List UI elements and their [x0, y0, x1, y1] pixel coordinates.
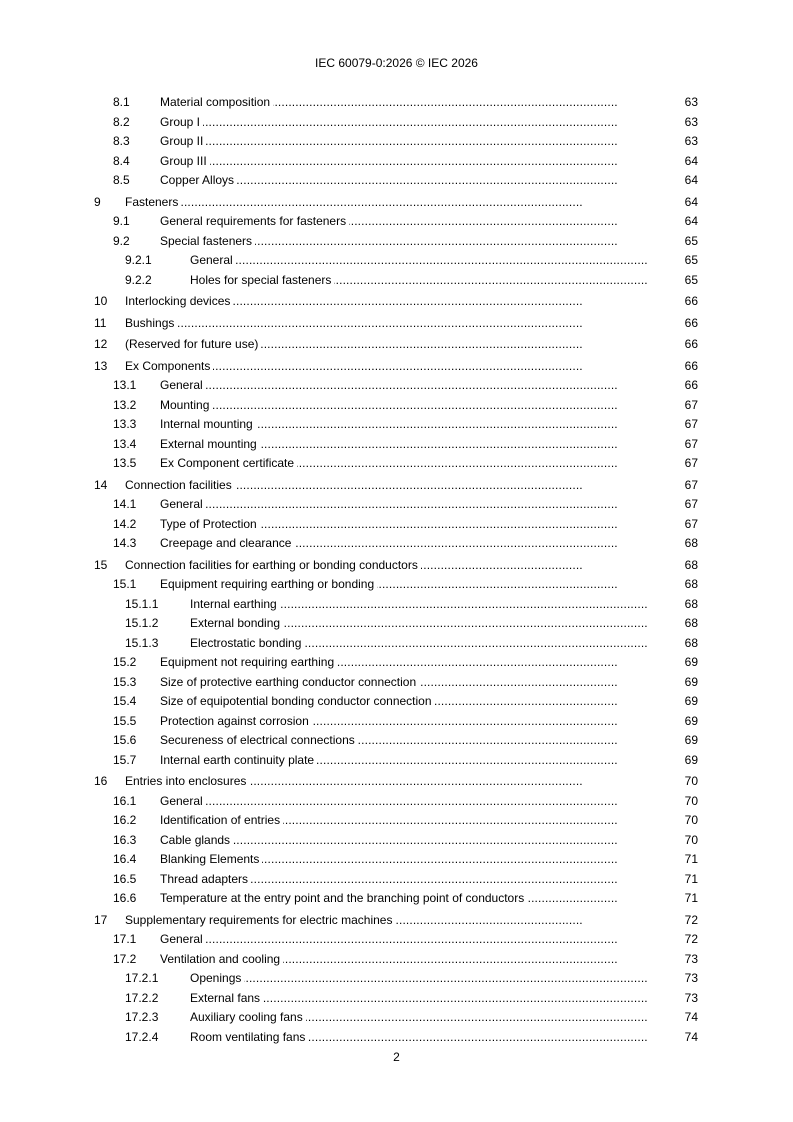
toc-entry-page: 68	[683, 595, 698, 615]
toc-entry-number: 14.1	[113, 497, 137, 511]
toc-entry-leader	[190, 969, 698, 989]
toc-entry-title: Entries into enclosures	[125, 774, 249, 788]
toc-entry-page: 71	[683, 889, 698, 909]
toc-entry-title: Bushings	[125, 316, 177, 330]
toc-entry[interactable]	[94, 515, 698, 535]
toc-entry-leader	[160, 534, 698, 554]
toc-entry[interactable]	[94, 731, 698, 751]
toc-entry-leader	[125, 772, 698, 792]
toc-entry-number: 15.4	[113, 694, 137, 708]
toc-entry-page: 66	[683, 357, 698, 377]
toc-entry-title: Internal mounting	[160, 417, 256, 431]
toc-entry-page: 70	[683, 831, 698, 851]
toc-entry-number: 13	[94, 358, 108, 373]
toc-entry-title: Material composition	[160, 95, 273, 109]
toc-entry-title: General	[160, 497, 206, 511]
toc-entry[interactable]	[94, 93, 698, 113]
toc-entry-number: 15.1.3	[125, 635, 159, 650]
toc-entry[interactable]	[94, 534, 698, 554]
toc-entry[interactable]	[94, 415, 698, 435]
toc-entry[interactable]	[94, 889, 698, 909]
toc-entry-page: 67	[683, 396, 698, 416]
toc-entry[interactable]	[94, 575, 698, 595]
toc-entry-page: 64	[683, 171, 698, 191]
toc-entry-number: 17.2.3	[125, 1010, 159, 1024]
toc-entry-page: 69	[683, 731, 698, 751]
toc-entry[interactable]	[94, 950, 698, 970]
toc-entry[interactable]	[94, 476, 698, 496]
toc-entry-title: Group III	[160, 154, 210, 168]
toc-entry-page: 73	[683, 950, 698, 970]
toc-entry-leader	[160, 692, 698, 712]
toc-entry-number: 14	[94, 477, 108, 492]
toc-entry-number: 16.3	[113, 832, 137, 847]
toc-entry[interactable]	[94, 1008, 698, 1028]
toc-entry-page: 65	[683, 251, 698, 271]
toc-entry-leader	[190, 634, 698, 654]
toc-entry[interactable]	[94, 171, 698, 191]
toc-entry-title: Supplementary requirements for electric machines	[125, 913, 395, 927]
toc-entry[interactable]	[94, 850, 698, 870]
toc-entry-leader	[125, 292, 698, 312]
toc-entry[interactable]	[94, 556, 698, 576]
toc-entry-title: Connection facilities	[125, 478, 235, 492]
toc-entry-leader	[160, 831, 698, 851]
toc-entry-number: 16.2	[113, 813, 137, 827]
toc-entry[interactable]	[94, 1028, 698, 1048]
toc-entry-number: 17	[94, 912, 108, 927]
toc-entry-number: 8.5	[113, 173, 130, 187]
toc-entry-leader	[125, 193, 698, 213]
page-number: 2	[393, 1050, 400, 1064]
toc-entry-number: 9	[94, 194, 101, 209]
toc-entry[interactable]	[94, 271, 698, 291]
toc-entry[interactable]	[94, 653, 698, 673]
toc-entry[interactable]	[94, 113, 698, 133]
toc-entry-number: 9.2.2	[125, 272, 152, 287]
toc-entry-number: 16.6	[113, 891, 137, 905]
toc-entry-page: 68	[683, 575, 698, 595]
toc-entry[interactable]	[94, 396, 698, 416]
toc-entry-page: 69	[683, 751, 698, 771]
toc-entry-number: 14.3	[113, 536, 137, 550]
toc-entry-page: 67	[683, 495, 698, 515]
toc-entry[interactable]	[94, 792, 698, 812]
toc-entry-leader	[160, 515, 698, 535]
toc-entry-title: Internal earthing	[190, 597, 280, 611]
toc-entry-page: 70	[683, 811, 698, 831]
toc-entry-title: Type of Protection	[160, 517, 260, 531]
toc-entry[interactable]	[94, 811, 698, 831]
toc-entry-number: 17.2.4	[125, 1029, 159, 1044]
toc-entry-page: 64	[683, 152, 698, 172]
toc-entry[interactable]	[94, 989, 698, 1009]
toc-entry-title: Interlocking devices	[125, 294, 233, 308]
toc-entry-number: 15.1	[113, 577, 137, 591]
toc-entry-leader	[160, 212, 698, 232]
toc-entry-leader	[160, 171, 698, 191]
toc-entry-number: 15.2	[113, 655, 137, 669]
toc-entry-leader	[160, 870, 698, 890]
toc-entry-page: 66	[683, 292, 698, 312]
toc-entry[interactable]	[94, 251, 698, 271]
toc-entry-number: 16	[94, 774, 108, 788]
toc-entry-leader	[125, 556, 698, 576]
toc-entry-number: 9.2.1	[125, 253, 152, 267]
toc-entry[interactable]	[94, 454, 698, 474]
toc-entry-page: 68	[683, 534, 698, 554]
toc-entry[interactable]	[94, 712, 698, 732]
toc-entry-title: General	[160, 794, 206, 808]
toc-entry-title: External bonding	[190, 616, 283, 630]
toc-entry-number: 13.2	[113, 397, 137, 412]
toc-entry-leader	[160, 950, 698, 970]
toc-entry-page: 64	[683, 193, 698, 213]
toc-entry-number: 15.3	[113, 674, 137, 689]
toc-entry-title: Equipment requiring earthing or bonding	[160, 577, 377, 591]
toc-entry-number: 16.1	[113, 793, 137, 808]
toc-entry-title: Size of equipotential bonding conductor connection	[160, 694, 435, 708]
toc-entry[interactable]	[94, 673, 698, 693]
toc-entry-title: Ventilation and cooling	[160, 952, 283, 966]
toc-entry-leader	[190, 251, 698, 271]
toc-entry-page: 73	[683, 989, 698, 1009]
toc-entry-page: 68	[683, 556, 698, 576]
toc-entry[interactable]	[94, 232, 698, 252]
toc-entry-leader	[125, 335, 698, 355]
toc-entry-page: 63	[683, 132, 698, 152]
toc-entry-page: 69	[683, 653, 698, 673]
toc-entry-leader	[160, 889, 698, 909]
page-header: IEC 60079-0:2026 © IEC 2026	[315, 56, 478, 70]
toc-entry[interactable]	[94, 870, 698, 890]
toc-entry-number: 8.2	[113, 114, 130, 129]
toc-entry-page: 65	[683, 271, 698, 291]
toc-entry-leader	[160, 751, 698, 771]
toc-entry-leader	[160, 792, 698, 812]
toc-entry-leader	[160, 132, 698, 152]
toc-entry-number: 13.4	[113, 436, 137, 451]
toc-entry-title: Equipment not requiring earthing	[160, 655, 337, 669]
toc-entry-title: Ex Component certificate	[160, 456, 297, 470]
toc-entry-leader	[160, 396, 698, 416]
toc-entry-title: Fasteners	[125, 195, 181, 209]
toc-entry-number: 17.2.2	[125, 990, 159, 1005]
toc-entry-leader	[160, 495, 698, 515]
toc-entry-leader	[160, 850, 698, 870]
toc-entry-leader	[190, 1028, 698, 1048]
toc-entry-page: 66	[683, 376, 698, 396]
toc-entry-title: Mounting	[160, 398, 212, 412]
toc-entry-leader	[160, 152, 698, 172]
toc-entry-leader	[160, 673, 698, 693]
toc-entry-title: Group II	[160, 134, 206, 148]
toc-entry-number: 15.1.1	[125, 596, 159, 611]
toc-entry-title: Special fasteners	[160, 234, 255, 248]
toc-entry[interactable]	[94, 969, 698, 989]
toc-entry-page: 70	[683, 772, 698, 792]
toc-entry-leader	[160, 376, 698, 396]
toc-entry[interactable]	[94, 692, 698, 712]
toc-entry-page: 71	[683, 870, 698, 890]
toc-entry-number: 8.4	[113, 153, 130, 168]
toc-entry-page: 72	[683, 911, 698, 931]
toc-entry-number: 9.1	[113, 214, 130, 228]
toc-entry-leader	[160, 113, 698, 133]
toc-entry[interactable]	[94, 911, 698, 931]
toc-entry-leader	[160, 232, 698, 252]
toc-entry-number: 15.6	[113, 733, 137, 747]
toc-entry-page: 74	[683, 1028, 698, 1048]
toc-entry-leader	[160, 454, 698, 474]
toc-entry-page: 67	[683, 435, 698, 455]
toc-entry-title: Auxiliary cooling fans	[190, 1010, 306, 1024]
toc-entry-page: 69	[683, 712, 698, 732]
toc-entry-title: Group I	[160, 115, 203, 129]
toc-entry-title: External mounting	[160, 437, 260, 451]
toc-entry-leader	[125, 357, 698, 377]
toc-entry-title: Secureness of electrical connections	[160, 733, 358, 747]
toc-entry-page: 72	[683, 930, 698, 950]
toc-entry-leader	[160, 93, 698, 113]
toc-entry-leader	[190, 1008, 698, 1028]
toc-entry-page: 67	[683, 415, 698, 435]
toc-entry-number: 17.1	[113, 932, 137, 946]
toc-entry-leader	[160, 712, 698, 732]
toc-entry[interactable]	[94, 634, 698, 654]
toc-entry-title: Thread adapters	[160, 872, 251, 886]
toc-entry-number: 17.2.1	[125, 971, 159, 985]
toc-entry-number: 16.5	[113, 871, 137, 886]
toc-entry-page: 73	[683, 969, 698, 989]
toc-entry[interactable]	[94, 376, 698, 396]
toc-entry-leader	[125, 911, 698, 931]
toc-entry[interactable]	[94, 772, 698, 792]
toc-entry-number: 12	[94, 337, 108, 351]
toc-entry-leader	[125, 314, 698, 334]
toc-entry-title: Holes for special fasteners	[190, 273, 334, 287]
toc-entry-number: 13.1	[113, 378, 137, 392]
toc-entry-page: 69	[683, 692, 698, 712]
toc-entry-leader	[125, 476, 698, 496]
table-of-contents	[94, 93, 698, 1047]
toc-entry[interactable]	[94, 751, 698, 771]
toc-entry-title: Electrostatic bonding	[190, 636, 304, 650]
toc-entry[interactable]	[94, 595, 698, 615]
toc-entry[interactable]	[94, 435, 698, 455]
toc-entry[interactable]	[94, 212, 698, 232]
toc-entry[interactable]	[94, 193, 698, 213]
toc-entry-title: Size of protective earthing conductor connection	[160, 675, 419, 689]
toc-entry-title: Connection facilities for earthing or bonding conductors	[125, 558, 421, 572]
toc-entry-number: 8.3	[113, 134, 130, 148]
toc-entry[interactable]	[94, 831, 698, 851]
toc-entry-title: Blanking Elements	[160, 852, 262, 866]
toc-entry-page: 67	[683, 476, 698, 496]
toc-entry-title: Cable glands	[160, 833, 233, 847]
toc-entry-page: 66	[683, 335, 698, 355]
toc-entry-title: Ex Components	[125, 359, 213, 373]
toc-entry-title: General	[160, 932, 206, 946]
toc-entry-leader	[190, 595, 698, 615]
toc-entry-page: 66	[683, 314, 698, 334]
toc-entry-leader	[190, 271, 698, 291]
toc-entry-leader	[160, 731, 698, 751]
toc-entry-leader	[160, 930, 698, 950]
toc-entry-title: General	[160, 378, 206, 392]
toc-entry[interactable]	[94, 495, 698, 515]
toc-entry-title: Internal earth continuity plate	[160, 753, 317, 767]
toc-entry-page: 67	[683, 454, 698, 474]
toc-entry-title: Openings	[190, 971, 244, 985]
toc-entry-page: 74	[683, 1008, 698, 1028]
toc-entry[interactable]	[94, 357, 698, 377]
toc-entry-title: Identification of entries	[160, 813, 283, 827]
toc-entry-page: 63	[683, 93, 698, 113]
toc-entry-number: 14.2	[113, 516, 137, 531]
toc-entry-page: 70	[683, 792, 698, 812]
toc-entry-number: 8.1	[113, 95, 130, 109]
toc-entry-number: 17.2	[113, 951, 137, 966]
toc-entry-title: Protection against corrosion	[160, 714, 312, 728]
toc-entry[interactable]	[94, 335, 698, 355]
toc-entry-number: 15.7	[113, 752, 137, 767]
toc-entry-leader	[160, 653, 698, 673]
toc-entry-title: Copper Alloys	[160, 173, 237, 187]
toc-entry-number: 15	[94, 557, 108, 572]
toc-entry-title: Creepage and clearance	[160, 536, 294, 550]
toc-entry-leader	[190, 614, 698, 634]
toc-entry-page: 68	[683, 634, 698, 654]
toc-entry-title: External fans	[190, 991, 263, 1005]
toc-entry[interactable]	[94, 614, 698, 634]
toc-entry-leader	[160, 435, 698, 455]
toc-entry-title: Temperature at the entry point and the branching point of conductors	[160, 891, 527, 905]
toc-entry[interactable]	[94, 930, 698, 950]
toc-entry-title: General	[190, 253, 236, 267]
toc-entry-page: 68	[683, 614, 698, 634]
toc-entry-title: (Reserved for future use)	[125, 337, 261, 351]
toc-entry-leader	[160, 415, 698, 435]
toc-entry[interactable]	[94, 314, 698, 334]
toc-entry-title: General requirements for fasteners	[160, 214, 349, 228]
toc-entry-number: 13.5	[113, 456, 137, 470]
toc-entry-number: 13.3	[113, 417, 137, 431]
toc-entry-title: Room ventilating fans	[190, 1030, 308, 1044]
toc-entry-number: 11	[94, 315, 107, 330]
toc-entry-number: 10	[94, 294, 108, 308]
toc-entry-number: 15.5	[113, 713, 137, 728]
toc-entry-page: 65	[683, 232, 698, 252]
toc-entry-leader	[160, 575, 698, 595]
toc-entry-page: 71	[683, 850, 698, 870]
toc-entry[interactable]	[94, 152, 698, 172]
toc-entry[interactable]	[94, 292, 698, 312]
toc-entry-leader	[190, 989, 698, 1009]
toc-entry-leader	[160, 811, 698, 831]
toc-entry-page: 67	[683, 515, 698, 535]
toc-entry-page: 69	[683, 673, 698, 693]
toc-entry-number: 15.1.2	[125, 616, 159, 630]
toc-entry-number: 9.2	[113, 233, 130, 248]
toc-entry-page: 64	[683, 212, 698, 232]
toc-entry[interactable]	[94, 132, 698, 152]
toc-entry-page: 63	[683, 113, 698, 133]
toc-entry-number: 16.4	[113, 852, 137, 866]
